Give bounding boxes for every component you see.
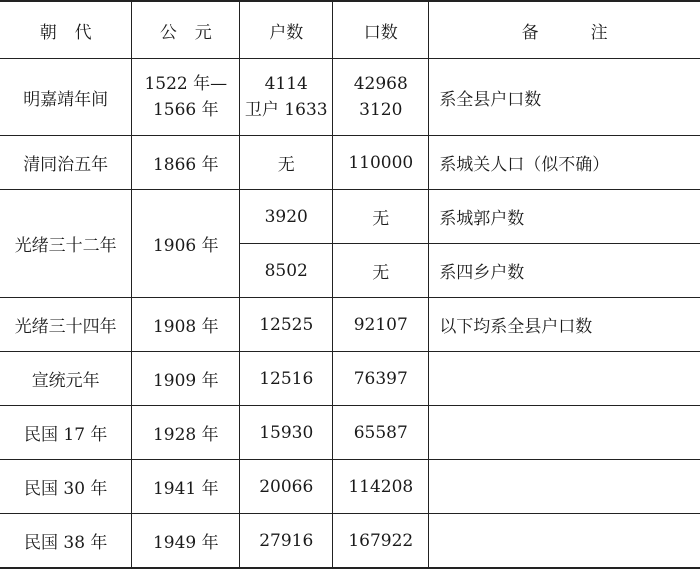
cell-households: 无 (240, 136, 333, 190)
cell-households: 12525 (240, 298, 333, 352)
table-row (0, 59, 700, 136)
table-row (0, 352, 700, 406)
cell-dynasty: 清同治五年 (0, 136, 132, 190)
header-population: 口数 (333, 1, 429, 59)
cell-population-line: 3120 (359, 100, 403, 120)
cell-households-line: 4114 (264, 74, 308, 94)
cell-households: 15930 (240, 406, 333, 460)
cell-note (429, 406, 700, 460)
cell-population: 无 (333, 190, 429, 244)
cell-dynasty: 光绪三十四年 (0, 298, 132, 352)
cell-year: 1949 年 (132, 514, 240, 569)
cell-year-line: 1566 年 (152, 100, 219, 120)
cell-population: 114208 (333, 460, 429, 514)
cell-note (429, 514, 700, 569)
cell-year-line: 1522 年— (144, 74, 228, 94)
table-row (0, 514, 700, 569)
table-row (0, 298, 700, 352)
cell-dynasty: 民国 30 年 (0, 460, 132, 514)
table-header-row (0, 1, 700, 59)
table-row (0, 190, 700, 244)
table-row (0, 460, 700, 514)
cell-year (132, 59, 240, 136)
cell-dynasty: 明嘉靖年间 (0, 59, 132, 136)
cell-dynasty: 民国 17 年 (0, 406, 132, 460)
cell-note: 系四乡户数 (429, 244, 700, 298)
cell-dynasty: 民国 38 年 (0, 514, 132, 569)
cell-dynasty: 光绪三十二年 (0, 190, 132, 298)
cell-year: 1909 年 (132, 352, 240, 406)
cell-year: 1866 年 (132, 136, 240, 190)
cell-year: 1908 年 (132, 298, 240, 352)
cell-population: 76397 (333, 352, 429, 406)
cell-population: 无 (333, 244, 429, 298)
cell-households: 8502 (240, 244, 333, 298)
cell-note: 系城郭户数 (429, 190, 700, 244)
cell-population: 110000 (333, 136, 429, 190)
cell-note (429, 352, 700, 406)
header-dynasty: 朝代 (0, 1, 132, 59)
cell-year: 1941 年 (132, 460, 240, 514)
cell-households (240, 59, 333, 136)
header-year-ad: 公元 (132, 1, 240, 59)
cell-population: 92107 (333, 298, 429, 352)
cell-population-line: 42968 (353, 74, 408, 94)
cell-population (333, 59, 429, 136)
cell-households: 27916 (240, 514, 333, 569)
cell-note: 以下均系全县户口数 (429, 298, 700, 352)
cell-households: 3920 (240, 190, 333, 244)
cell-households: 12516 (240, 352, 333, 406)
header-notes: 备注 (429, 1, 700, 59)
cell-dynasty: 宣统元年 (0, 352, 132, 406)
cell-population: 65587 (333, 406, 429, 460)
cell-households-line: 卫户 1633 (244, 100, 328, 120)
cell-year: 1906 年 (132, 190, 240, 298)
cell-year: 1928 年 (132, 406, 240, 460)
cell-population: 167922 (333, 514, 429, 569)
cell-note: 系全县户口数 (429, 59, 700, 136)
header-households: 户数 (240, 1, 333, 59)
cell-note (429, 460, 700, 514)
table-row (0, 136, 700, 190)
cell-households: 20066 (240, 460, 333, 514)
table-row (0, 406, 700, 460)
cell-note: 系城关人口（似不确） (429, 136, 700, 190)
